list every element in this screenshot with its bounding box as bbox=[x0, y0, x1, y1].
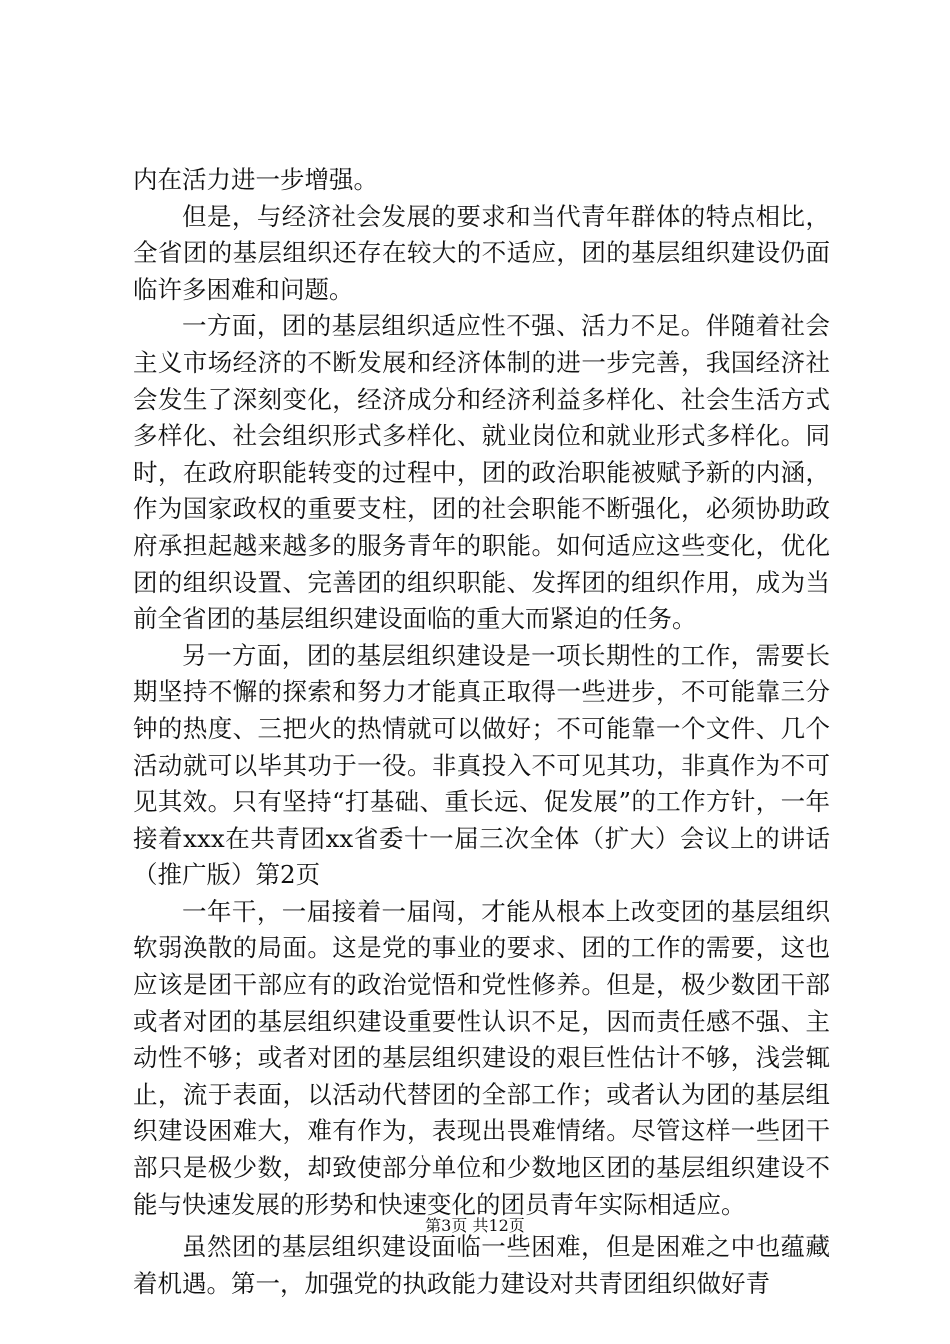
paragraph-3: 一方面，团的基层组织适应性不强、活力不足。伴随着社会主义市场经济的不断发展和经济体制的进一步完善，我国经济社会发生了深刻变化，经济成分和经济利益多样化、社会生活方式多样化、社会组织形式多样化、就业岗位和就业形式多样化。同时，在政府职能转变的过程中，团的政治职能被赋予新的内涵，作为国家政权的重要支柱，团的社会职能不断强化，必须协助政府承担起越来越多的服务青年的职能。如何适应这些变化，优化团的组织设置、完善团的组织职能、发挥团的组织作用，成为当前全省团的基层组织建设面临的重大而紧迫的任务。 bbox=[133, 311, 830, 634]
paragraph-5: 一年干，一届接着一届闯，才能从根本上改变团的基层组织软弱涣散的局面。这是党的事业的要求、团的工作的需要，这也应该是团干部应有的政治觉悟和党性修养。但是，极少数团干部或者对团的基层组织建设重要性认识不足，因而责任感不强、主动性不够；或者对团的基层组织建设的艰巨性估计不够，浅尝辄止，流于表面，以活动代替团的全部工作；或者认为团的基层组织建设困难大，难有作为，表现出畏难情绪。尽管这样一些团干部只是极少数，却致使部分单位和少数地区团的基层组织建设不能与快速发展的形势和快速变化的团员青年实际相适应。 bbox=[133, 896, 830, 1219]
document-body bbox=[133, 162, 830, 1302]
paragraph-4: 另一方面，团的基层组织建设是一项长期性的工作，需要长期坚持不懈的探索和努力才能真正取得一些进步，不可能靠三分钟的热度、三把火的热情就可以做好；不可能靠一个文件、几个活动就可以毕其功于一役。非真投入不可见其功，非真作为不可见其效。只有坚持“打基础、重长远、促发展”的工作方针，一年接着xxx在共青团xx省委十一届三次全体（扩大）会议上的讲话（推广版）第2页 bbox=[133, 640, 830, 890]
paragraph-6: 虽然团的基层组织建设面临一些困难，但是困难之中也蕴藏着机遇。第一，加强党的执政能力建设对共青团组织做好青 bbox=[133, 1232, 830, 1298]
paragraph-2: 但是，与经济社会发展的要求和当代青年群体的特点相比，全省团的基层组织还存在较大的不适应，团的基层组织建设仍面临许多困难和问题。 bbox=[133, 201, 830, 304]
paragraph-1: 内在活力进一步增强。 bbox=[133, 165, 378, 194]
page-footer: 第3页 共12页 bbox=[425, 1216, 525, 1235]
